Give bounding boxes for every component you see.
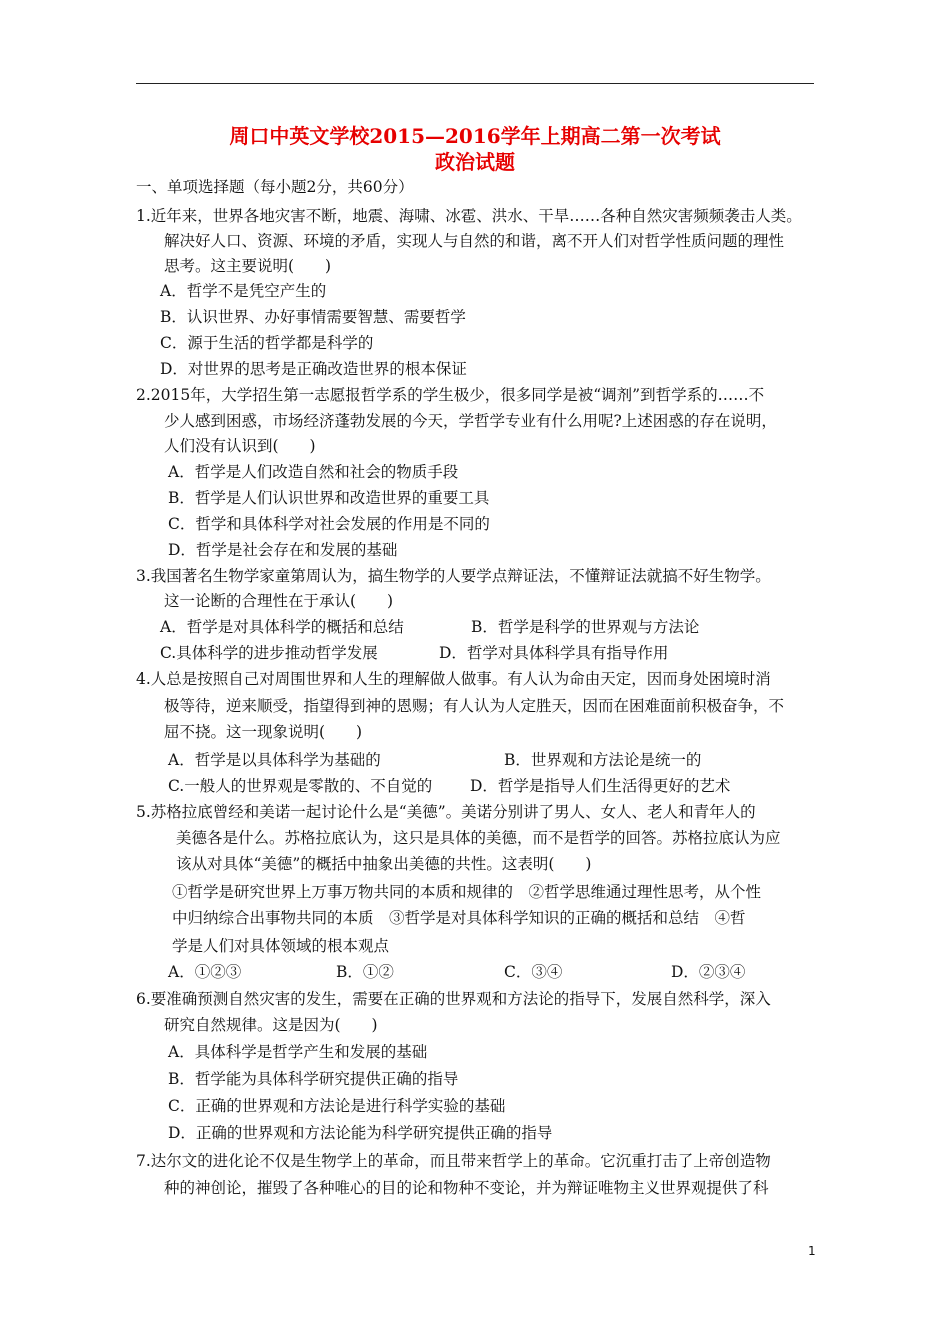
question-5-statements: 中归纳综合出事物共同的本质 ③哲学是对具体科学知识的正确的概括和总结 ④哲: [172, 909, 746, 927]
question-3-stem: 3.我国著名生物学家童第周认为，搞生物学的人要学点辩证法，不懂辩证法就搞不好生物学。: [136, 567, 771, 585]
question-3-stem: 这一论断的合理性在于承认( ): [164, 592, 394, 610]
question-6-stem: 6.要准确预测自然灾害的发生，需要在正确的世界观和方法论的指导下，发展自然科学，深入: [136, 990, 771, 1008]
question-5-statements: ①哲学是研究世界上万事万物共同的本质和规律的 ②哲学思维通过理性思考，从个性: [172, 883, 762, 901]
question-2-option-c: C．哲学和具体科学对社会发展的作用是不同的: [168, 515, 490, 533]
question-1-option-b: B．认识世界、办好事情需要智慧、需要哲学: [160, 308, 466, 326]
section-heading: 一、单项选择题（每小题2分，共60分）: [136, 178, 414, 196]
question-5-option-c: C．③④: [504, 963, 563, 981]
question-4-option-c: C.一般人的世界观是零散的、不自觉的: [168, 777, 433, 795]
question-2-option-a: A．哲学是人们改造自然和社会的物质手段: [168, 463, 459, 481]
question-6-option-c: C．正确的世界观和方法论是进行科学实验的基础: [168, 1097, 506, 1115]
question-2-stem: 少人感到困惑，市场经济蓬勃发展的今天，学哲学专业有什么用呢?上述困惑的存在说明，: [164, 412, 777, 430]
page-number: 1: [808, 1244, 816, 1258]
question-4-stem: 屈不挠。这一现象说明( ): [164, 723, 363, 741]
question-1-stem: 1.近年来，世界各地灾害不断，地震、海啸、冰雹、洪水、干旱……各种自然灾害频频袭击人类。: [136, 207, 802, 225]
question-2-option-b: B．哲学是人们认识世界和改造世界的重要工具: [168, 489, 490, 507]
question-7-stem: 种的神创论，摧毁了各种唯心的目的论和物种不变论，并为辩证唯物主义世界观提供了科: [164, 1179, 769, 1197]
question-5-option-d: D．②③④: [671, 963, 746, 981]
question-4-option-a: A．哲学是以具体科学为基础的: [168, 751, 381, 769]
question-5-stem: 5.苏格拉底曾经和美诺一起讨论什么是“美德”。美诺分别讲了男人、女人、老人和青年人的: [136, 803, 756, 821]
question-3-option-c: C.具体科学的进步推动哲学发展: [160, 644, 378, 662]
question-1-option-d: D．对世界的思考是正确改造世界的根本保证: [160, 360, 467, 378]
question-5-stem: 该从对具体“美德”的概括中抽象出美德的共性。这表明( ): [176, 855, 592, 873]
question-2-stem: 2.2015年，大学招生第一志愿报哲学系的学生极少，很多同学是被“调剂”到哲学系的……不: [136, 386, 765, 404]
question-3-option-a: A．哲学是对具体科学的概括和总结: [160, 618, 404, 636]
question-4-stem: 极等待，逆来顺受，指望得到神的恩赐；有人认为人定胜天，因而在困难面前积极奋争，不: [164, 697, 785, 715]
question-1-option-c: C．源于生活的哲学都是科学的: [160, 334, 374, 352]
question-6-option-b: B．哲学能为具体科学研究提供正确的指导: [168, 1070, 459, 1088]
question-4-option-b: B．世界观和方法论是统一的: [504, 751, 702, 769]
exam-title: 周口中英文学校2015—2016学年上期高二第一次考试: [229, 124, 721, 148]
question-3-option-d: D．哲学对具体科学具有指导作用: [439, 644, 669, 662]
question-5-option-a: A．①②③: [168, 963, 242, 981]
header-rule: [136, 83, 814, 84]
question-4-stem: 4.人总是按照自己对周围世界和人生的理解做人做事。有人认为命由天定，因而身处困境时消: [136, 670, 771, 688]
question-6-option-d: D．正确的世界观和方法论能为科学研究提供正确的指导: [168, 1124, 553, 1142]
question-5-option-b: B．①②: [336, 963, 394, 981]
question-4-option-d: D．哲学是指导人们生活得更好的艺术: [470, 777, 731, 795]
question-7-stem: 7.达尔文的进化论不仅是生物学上的革命，而且带来哲学上的革命。它沉重打击了上帝创造物: [136, 1152, 771, 1170]
question-1-stem: 思考。这主要说明( ): [164, 257, 332, 275]
question-6-stem: 研究自然规律。这是因为( ): [164, 1016, 378, 1034]
question-5-stem: 美德各是什么。苏格拉底认为，这只是具体的美德，而不是哲学的回答。苏格拉底认为应: [176, 829, 781, 847]
question-2-option-d: D．哲学是社会存在和发展的基础: [168, 541, 398, 559]
question-2-stem: 人们没有认识到( ): [164, 437, 316, 455]
question-1-option-a: A．哲学不是凭空产生的: [160, 282, 327, 300]
exam-subtitle: 政治试题: [435, 150, 515, 174]
question-1-stem: 解决好人口、资源、环境的矛盾，实现人与自然的和谐，离不开人们对哲学性质问题的理性: [164, 232, 785, 250]
question-6-option-a: A．具体科学是哲学产生和发展的基础: [168, 1043, 428, 1061]
question-5-statements: 学是人们对具体领域的根本观点: [172, 937, 390, 955]
question-3-option-b: B．哲学是科学的世界观与方法论: [471, 618, 700, 636]
